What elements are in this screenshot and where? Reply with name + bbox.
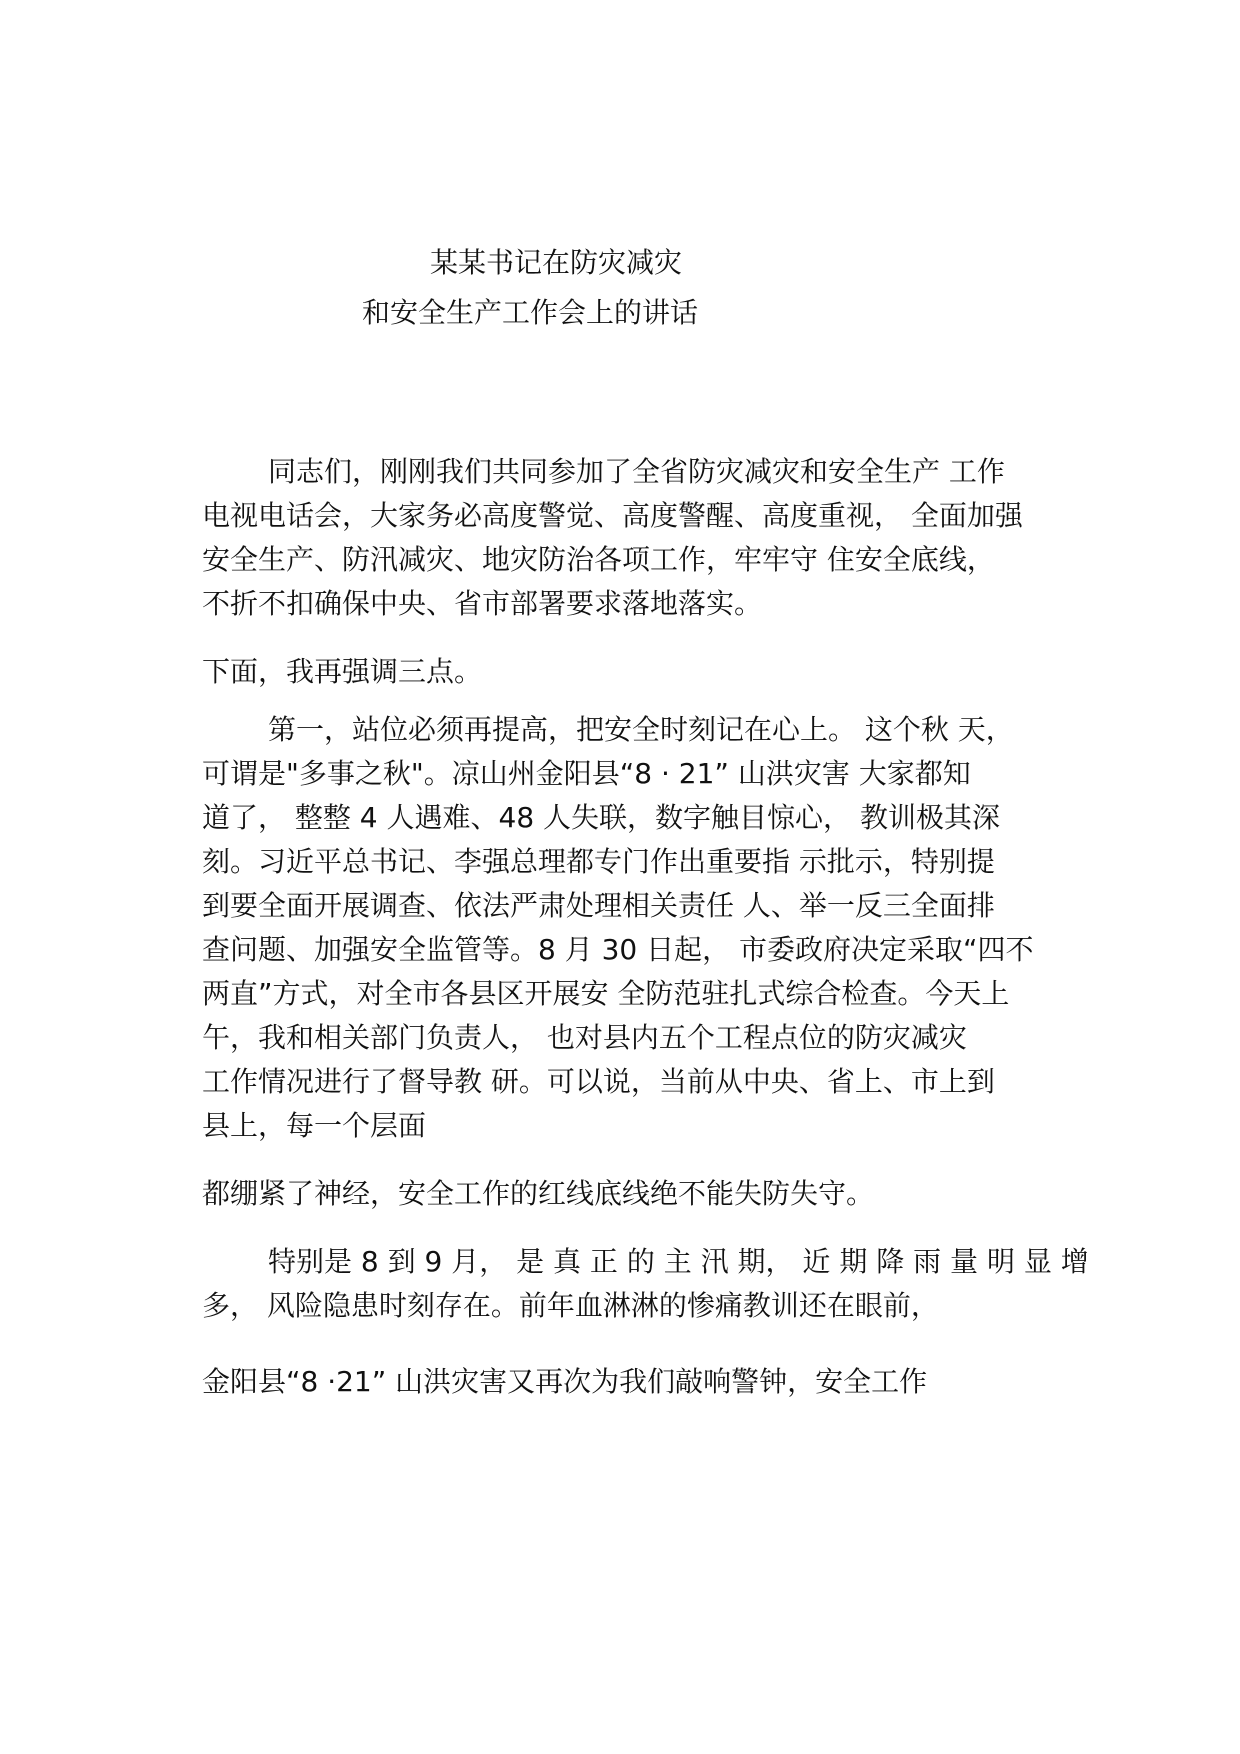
document-title-line-2: 和安全生产工作会上的讲话: [362, 296, 699, 329]
body-line: 特别是 8 到 9 月， 是 真 正 的 主 汛 期， 近 期 降 雨 量 明 显 增: [268, 1245, 1089, 1278]
body-line: 刻。习近平总书记、李强总理都专门作出重要指 示批示，特别提: [202, 845, 995, 878]
body-line: 第一，站位必须再提高，把安全时刻记在心上。 这个秋 天，: [268, 713, 1014, 746]
body-line: 都绷紧了神经，安全工作的红线底线绝不能失防失守。: [202, 1177, 875, 1210]
body-line: 工作情况进行了督导教 研。可以说，当前从中央、省上、市上到: [202, 1065, 995, 1098]
body-line: 两直”方式，对全市各县区开展安 全防范驻扎式综合检查。今天上: [202, 977, 1010, 1010]
body-line: 道了， 整整 4 人遇难、48 人失联，数字触目惊心， 教训极其深: [202, 801, 1000, 834]
body-line: 到要全面开展调查、依法严肃处理相关责任 人、举一反三全面排: [202, 889, 995, 922]
body-line: 同志们，刚刚我们共同参加了全省防灾减灾和安全生产 工作: [268, 455, 1005, 488]
body-line: 金阳县“8 ·21” 山洪灾害又再次为我们敲响警钟，安全工作: [202, 1365, 928, 1398]
body-line: 多， 风险隐患时刻存在。前年血淋淋的惨痛教训还在眼前，: [202, 1289, 939, 1322]
body-line: 可谓是"多事之秋"。凉山州金阳县“8 · 21” 山洪灾害 大家都知: [202, 757, 971, 790]
body-line: 查问题、加强安全监管等。8 月 30 日起， 市委政府决定采取“四不: [202, 933, 1034, 966]
body-line: 不折不扣确保中央、省市部署要求落地落实。: [202, 587, 763, 620]
body-line: 下面，我再强调三点。: [202, 655, 483, 688]
body-line: 县上，每一个层面: [202, 1109, 427, 1142]
document-title-line-1: 某某书记在防灾减灾: [430, 246, 683, 279]
body-line: 电视电话会，大家务必高度警觉、高度警醒、高度重视， 全面加强: [202, 499, 1023, 532]
body-line: 午，我和相关部门负责人， 也对县内五个工程点位的防灾减灾: [202, 1021, 967, 1054]
body-line: 安全生产、防汛减灾、地灾防治各项工作，牢牢守 住安全底线，: [202, 543, 995, 576]
